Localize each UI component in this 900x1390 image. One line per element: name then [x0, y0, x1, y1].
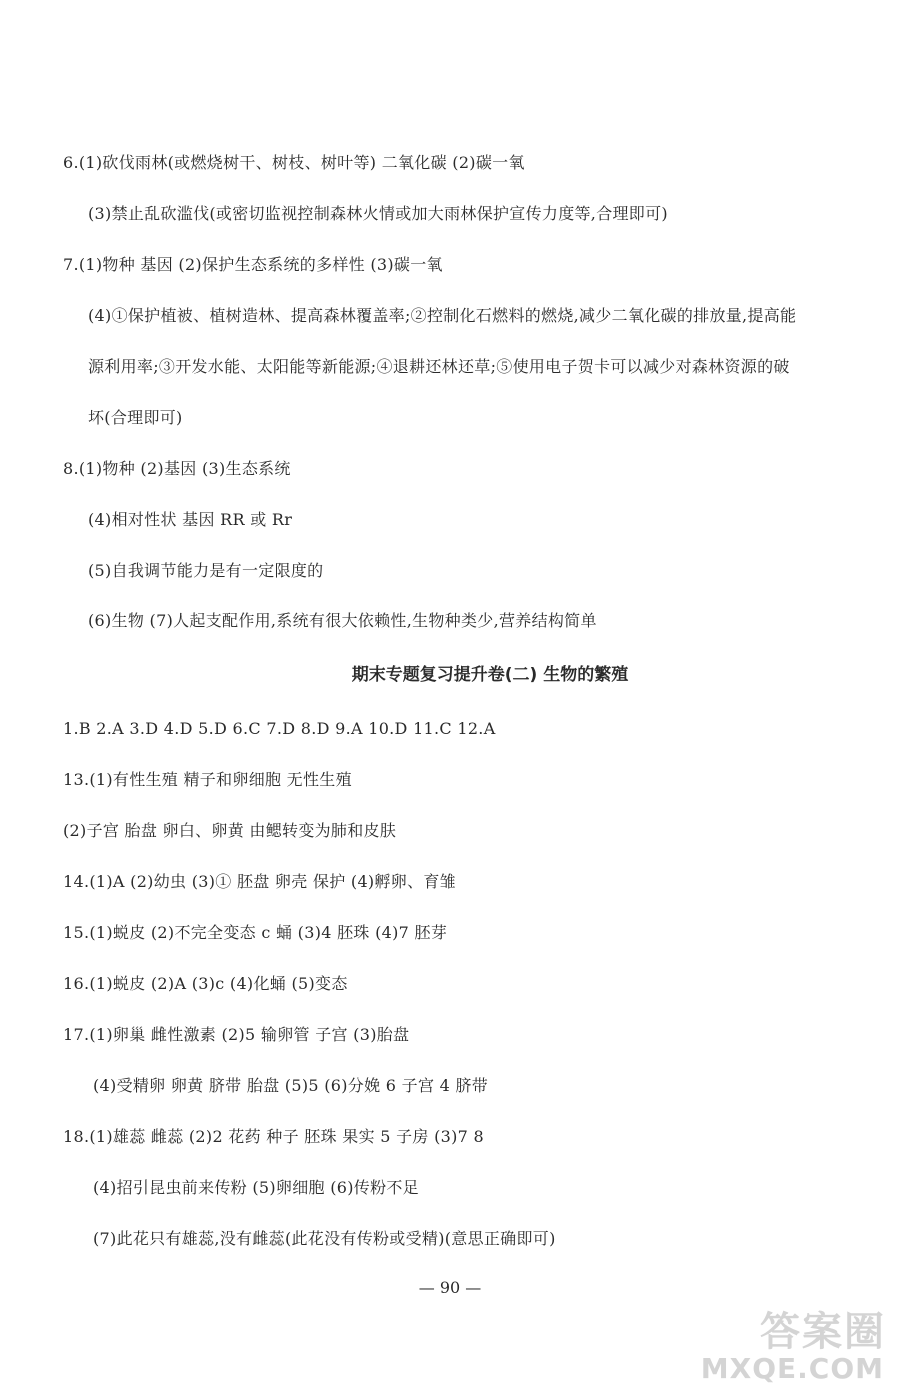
watermark-logo: [700, 1300, 890, 1390]
answer-line-6-1: 6.(1)砍伐雨林(或燃烧树干、树枝、树叶等) 二氧化碳 (2)碳一氧: [63, 153, 525, 172]
watermark-top-text: 答案圈: [760, 1309, 886, 1355]
answer-line-8-6: (6)生物 (7)人起支配作用,系统有很大依赖性,生物种类少,营养结构简单: [88, 611, 597, 630]
answer-line-8-1: 8.(1)物种 (2)基因 (3)生态系统: [63, 459, 291, 478]
answer-line-18-7: (7)此花只有雄蕊,没有雌蕊(此花没有传粉或受精)(意思正确即可): [93, 1229, 556, 1248]
answer-line-15: 15.(1)蜕皮 (2)不完全变态 c 蛹 (3)4 胚珠 (4)7 胚芽: [63, 923, 448, 942]
answer-line-17-4: (4)受精卵 卵黄 脐带 胎盘 (5)5 (6)分娩 6 子宫 4 脐带: [93, 1076, 489, 1095]
answer-line-13-2: (2)子宫 胎盘 卵白、卵黄 由鳃转变为肺和皮肤: [63, 821, 397, 840]
answer-line-17-1: 17.(1)卵巢 雌性激素 (2)5 输卵管 子宫 (3)胎盘: [63, 1025, 410, 1044]
watermark-bottom-text: MXQE.COM: [700, 1352, 884, 1385]
answer-line-13-1: 13.(1)有性生殖 精子和卵细胞 无性生殖: [63, 770, 352, 789]
page-number: — 90 —: [418, 1278, 482, 1297]
answer-line-18-1: 18.(1)雄蕊 雌蕊 (2)2 花药 种子 胚珠 果实 5 子房 (3)7 8: [63, 1127, 485, 1146]
answer-line-16: 16.(1)蜕皮 (2)A (3)c (4)化蛹 (5)变态: [63, 974, 348, 993]
answer-line-8-5: (5)自我调节能力是有一定限度的: [88, 561, 324, 580]
section-heading: 期末专题复习提升卷(二) 生物的繁殖: [351, 665, 629, 685]
answer-line-7-4b: 源利用率;③开发水能、太阳能等新能源;④退耕还林还草;⑤使用电子贺卡可以减少对森林资源的破: [88, 357, 790, 376]
answer-line-7-4a: (4)①保护植被、植树造林、提高森林覆盖率;②控制化石燃料的燃烧,减少二氧化碳的排放量,提高能: [88, 306, 797, 325]
answer-line-6-3: (3)禁止乱砍滥伐(或密切监视控制森林火情或加大雨林保护宣传力度等,合理即可): [88, 204, 668, 223]
answer-line-7-1: 7.(1)物种 基因 (2)保护生态系统的多样性 (3)碳一氧: [63, 255, 443, 274]
answer-line-7-4c: 坏(合理即可): [88, 408, 183, 427]
answer-line-choice: 1.B 2.A 3.D 4.D 5.D 6.C 7.D 8.D 9.A 10.D 11.C 12.A: [63, 719, 496, 738]
answer-line-14: 14.(1)A (2)幼虫 (3)① 胚盘 卵壳 保护 (4)孵卵、育雏: [63, 872, 456, 891]
answer-line-18-4: (4)招引昆虫前来传粉 (5)卵细胞 (6)传粉不足: [93, 1178, 419, 1197]
answer-line-8-4: (4)相对性状 基因 RR 或 Rr: [88, 510, 293, 529]
